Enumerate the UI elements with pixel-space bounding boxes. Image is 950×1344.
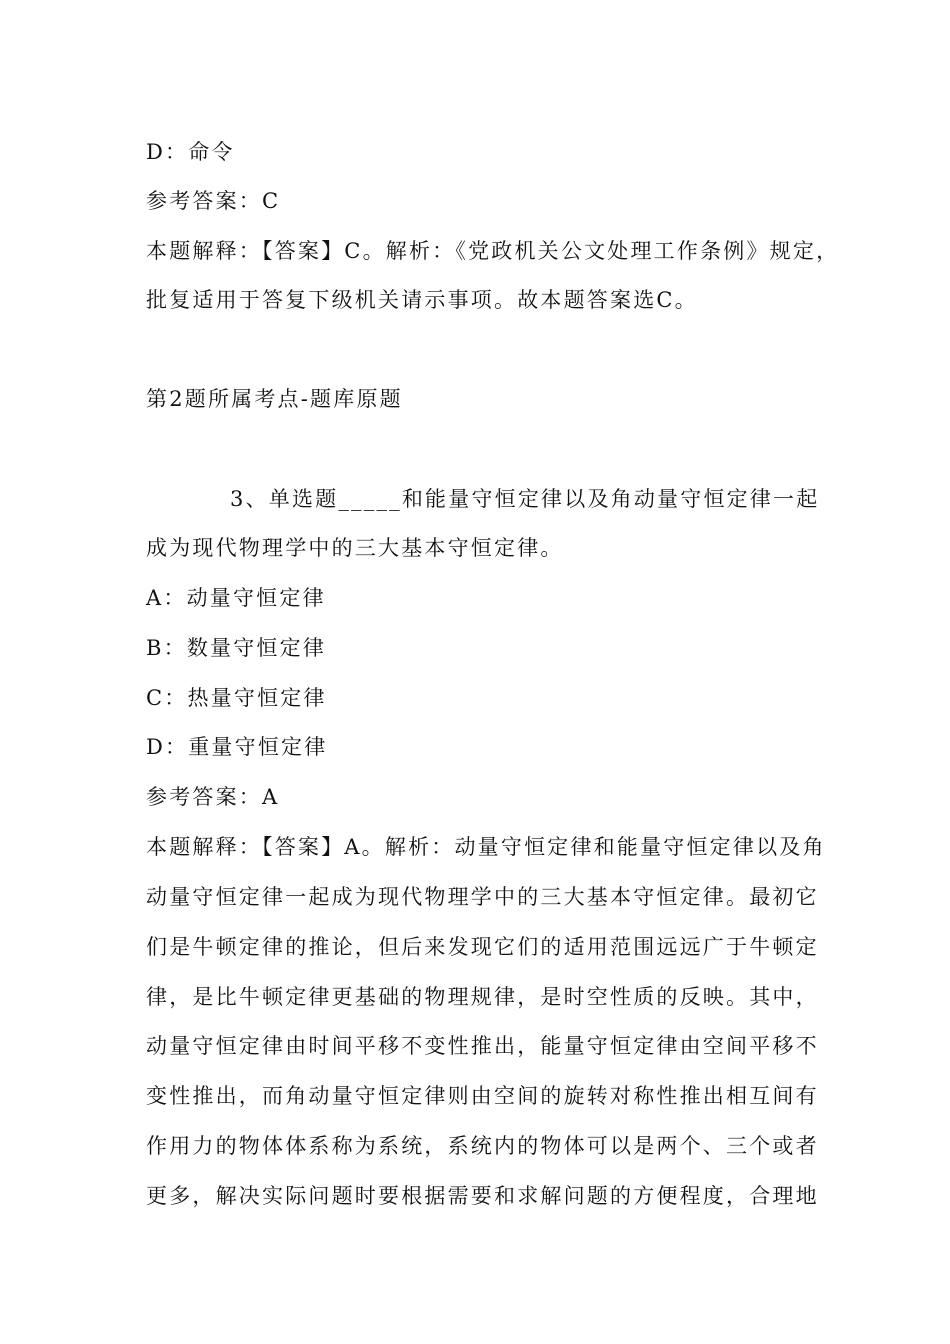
q3-option-d: D：重量守恒定律 — [146, 735, 328, 759]
q3-explanation-line-3: 们是牛顿定律的推论，但后来发现它们的适用范围远远广于牛顿定 — [146, 935, 819, 959]
q3-explanation-line-4: 律，是比牛顿定律更基础的物理规律，是时空性质的反映。其中， — [146, 985, 819, 1009]
q3-explanation-line-8: 更多，解决实际问题时要根据需要和求解问题的方便程度，合理地 — [146, 1184, 819, 1208]
q3-option-a: A：动量守恒定律 — [146, 586, 326, 610]
q2-explanation-line-2: 批复适用于答复下级机关请示事项。故本题答案选C。 — [146, 288, 698, 312]
q3-explanation-line-7: 作用力的物体体系称为系统，系统内的物体可以是两个、三个或者 — [146, 1134, 819, 1158]
q2-option-d: D：命令 — [146, 140, 235, 164]
q3-option-c: C：热量守恒定律 — [146, 686, 327, 710]
q2-topic: 第2题所属考点-题库原题 — [146, 387, 403, 411]
q3-explanation-line-6: 变性推出，而角动量守恒定律则由空间的旋转对称性推出相互间有 — [146, 1084, 819, 1108]
q3-stem-line-1: 3、单选题_____和能量守恒定律以及角动量守恒定律一起 — [230, 487, 820, 511]
q3-explanation-line-2: 动量守恒定律一起成为现代物理学中的三大基本守恒定律。最初它 — [146, 885, 819, 909]
q3-stem-line-2: 成为现代物理学中的三大基本守恒定律。 — [146, 536, 564, 560]
q3-answer: 参考答案：A — [146, 785, 280, 809]
q3-explanation-line-1: 本题解释：【答案】A。解析：动量守恒定律和能量守恒定律以及角 — [146, 835, 826, 859]
q3-option-b: B：数量守恒定律 — [146, 636, 327, 660]
q3-explanation-line-5: 动量守恒定律由时间平移不变性推出，能量守恒定律由空间平移不 — [146, 1034, 819, 1058]
q2-explanation-line-1: 本题解释：【答案】C。解析：《党政机关公文处理工作条例》规定， — [146, 239, 840, 263]
q2-answer: 参考答案：C — [146, 189, 281, 213]
